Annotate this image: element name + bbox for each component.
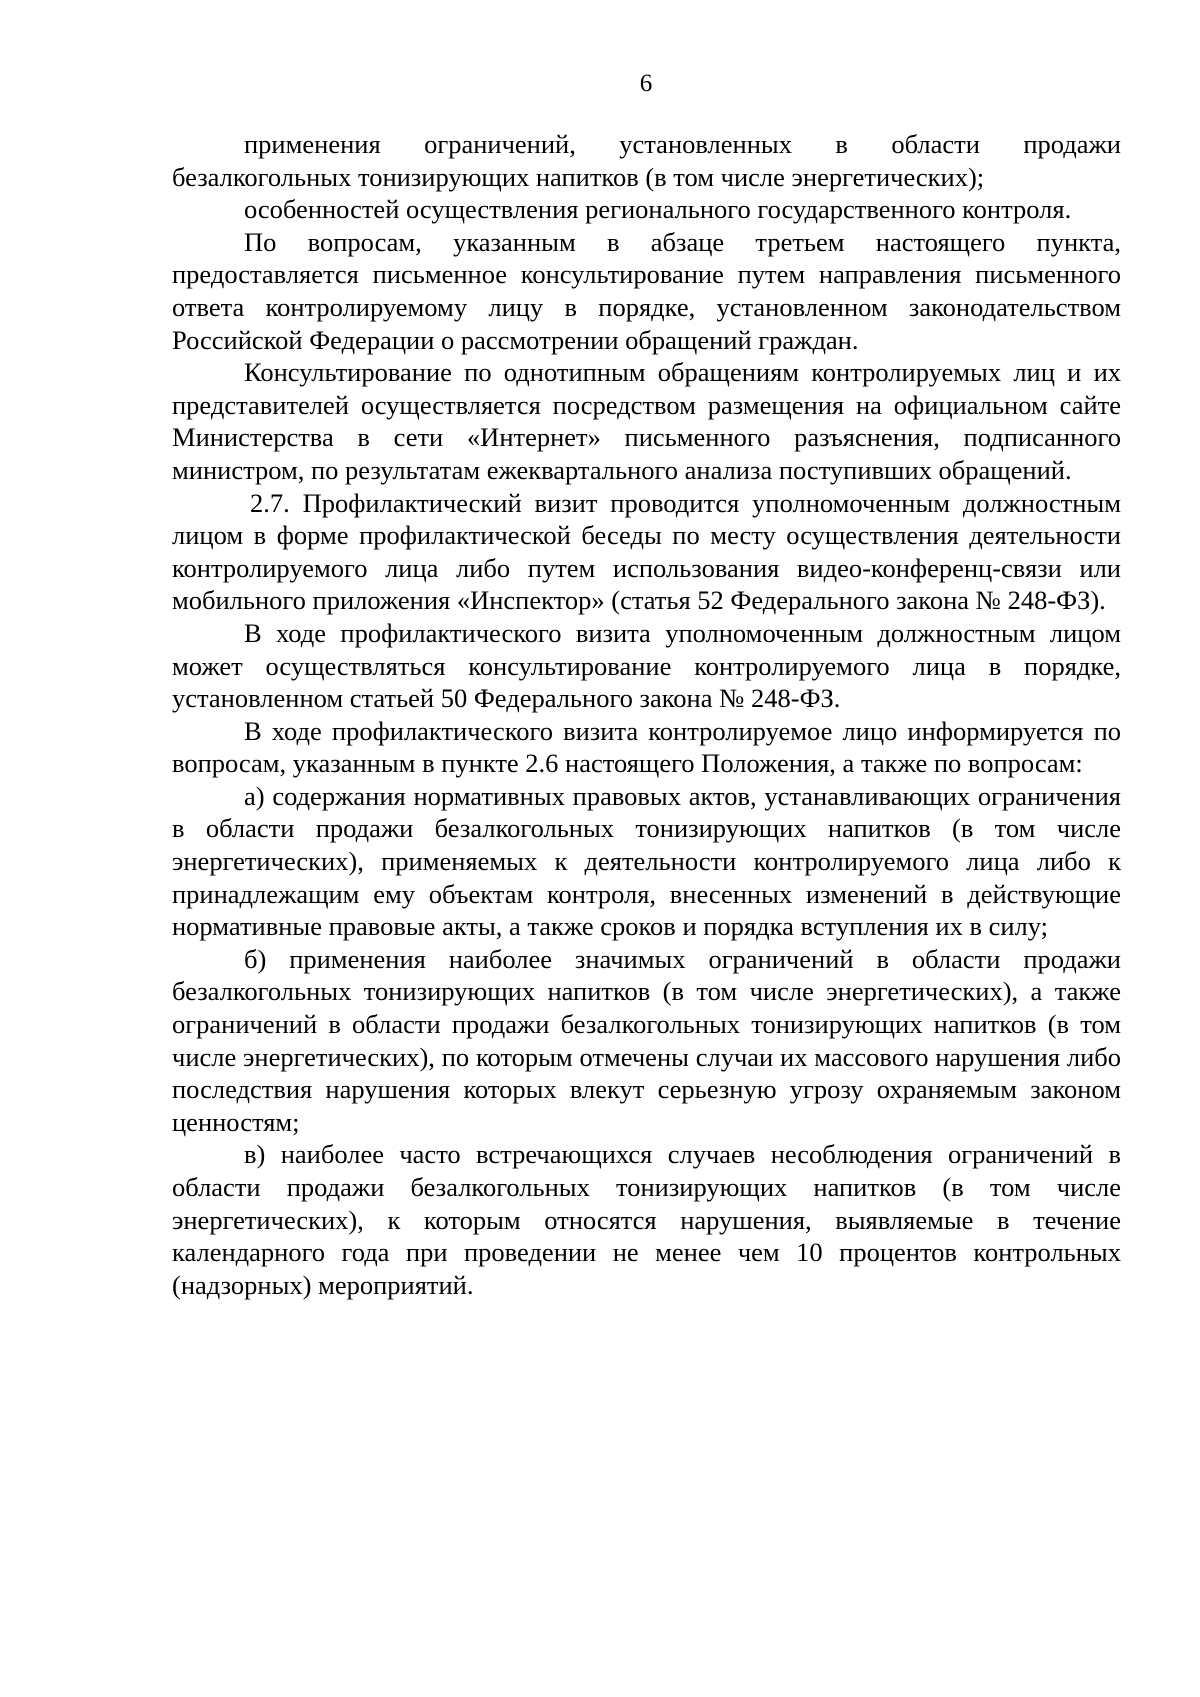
page-number: 6 [639, 70, 653, 97]
paragraph-subitem-b: б) применения наиболее значимых ограничений в области продажи безалкогольных тонизирующих напитков (в том числе энергетических), а также ограничений в области продажи безалкогольных тонизирующих напитков (в том числе энергетических), по которым отмечены случаи их массового нарушения либо последствия нарушения которых влекут серьезную угрозу охраняемым законом ценностям; [172, 943, 1121, 1137]
paragraph-visit-consulting: В ходе профилактического визита уполномоченным должностным лицом может осуществляться консультирование контролируемого лица в порядке, установленном статьей 50 Федерального закона № 248-ФЗ. [172, 617, 1121, 714]
paragraph-visit-informing: В ходе профилактического визита контролируемое лицо информируется по вопросам, указанным в пункте 2.6 настоящего Положения, а также по вопросам: [172, 715, 1121, 779]
paragraph-item-2-7: 2.7. Профилактический визит проводится уполномоченным должностным лицом в форме профилактической беседы по месту осуществления деятельности контролируемого лица либо путем использования видео-конференц-связи или мобильного приложения «Инспектор» (статья 52 Федерального закона № 248-ФЗ). [172, 487, 1121, 616]
paragraph-subitem-a: а) содержания нормативных правовых актов, устанавливающих ограничения в области продажи безалкогольных тонизирующих напитков (в том числе энергетических), применяемых к деятельности контролируемого лица либо к принадлежащим ему объектам контроля, внесенных изменений в действующие нормативные правовые акты, а также сроков и порядка вступления их в силу; [172, 780, 1121, 942]
paragraph-restrictions-application: применения ограничений, установленных в области продажи безалкогольных тонизирующих напитков (в том числе энергетических); [172, 129, 1121, 192]
paragraph-similar-appeals: Консультирование по однотипным обращениям контролируемых лиц и их представителей осуществляется посредством размещения на официальном сайте Министерства в сети «Интернет» письменного разъяснения, подписанного министром, по результатам ежеквартального анализа поступивших обращений. [172, 357, 1121, 485]
paragraph-control-features: особенностей осуществления регионального государственного контроля. [244, 194, 1072, 225]
document-body [172, 128, 1121, 1301]
paragraph-subitem-v: в) наиболее часто встречающихся случаев несоблюдения ограничений в области продажи безалкогольных тонизирующих напитков (в том числе энергетических), к которым относятся нарушения, выявляемые в течение календарного года при проведении не менее чем 10 процентов контрольных (надзорных) мероприятий. [172, 1139, 1121, 1300]
paragraph-written-consulting: По вопросам, указанным в абзаце третьем настоящего пункта, предоставляется письменное консультирование путем направления письменного ответа контролируемому лицу в порядке, установленном законодательством Российской Федерации о рассмотрении обращений граждан. [172, 226, 1121, 355]
